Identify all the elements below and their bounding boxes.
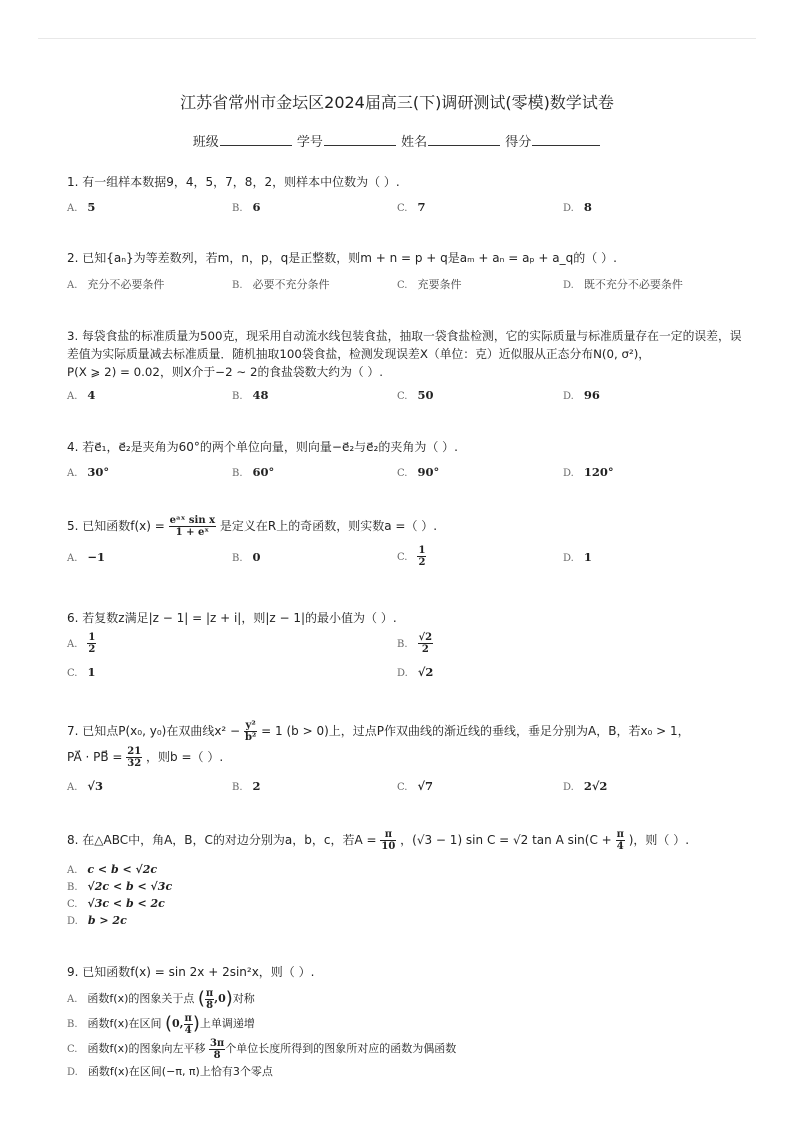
option-label: B. (397, 639, 408, 650)
fraction-numerator: π (616, 829, 624, 840)
question-5-prefix: 5. 已知函数f(x) = (67, 519, 165, 533)
option-value: 0 (252, 550, 261, 564)
option-label: A. (67, 468, 78, 479)
question-5-suffix: 是定义在R上的奇函数，则实数a =（ ）. (219, 519, 438, 533)
q9-option-c[interactable] (67, 1037, 456, 1062)
left-paren: ( (197, 988, 205, 1009)
id-blank[interactable] (324, 133, 396, 146)
fraction-denominator: 8 (213, 1049, 221, 1061)
question-8-fraction-1 (380, 829, 396, 852)
fraction-numerator: π (184, 1012, 192, 1024)
question-8-text: )，则（ ）. (628, 833, 690, 847)
q6-option-c[interactable] (67, 665, 96, 679)
fraction-denominator: 2 (418, 557, 426, 568)
q2-option-b[interactable] (232, 276, 330, 292)
option-value: 1 (87, 665, 96, 679)
q4-option-c[interactable] (397, 465, 439, 479)
option-value: 既不充分不必要条件 (583, 278, 683, 291)
option-value: −1 (87, 550, 106, 564)
option-label: A. (67, 865, 78, 876)
question-7-line-2 (67, 744, 754, 770)
fraction-denominator: 8 (206, 999, 214, 1011)
question-8 (67, 828, 754, 852)
q3-option-a[interactable] (67, 388, 95, 402)
fraction-numerator: π (205, 987, 214, 999)
option-label: D. (563, 782, 574, 793)
question-3-line-3: P(X ⩾ 2) = 0.02，则X介于−2 ∼ 2的食盐袋数大约为（ ）. (67, 365, 383, 379)
option-value: 充要条件 (417, 278, 462, 291)
question-7-text: 7. 已知点P(x₀, y₀)在双曲线x² − (67, 724, 241, 738)
option-value: √3c < b < 2c (87, 897, 165, 910)
option-label: C. (397, 280, 408, 291)
fraction-denominator: 32 (127, 758, 142, 769)
option-label: D. (563, 553, 574, 564)
q3-option-b[interactable] (232, 388, 269, 402)
option-label: D. (563, 203, 574, 214)
option-label: D. (563, 468, 574, 479)
fraction-numerator: 1 (88, 632, 96, 643)
option-label: D. (563, 280, 574, 291)
option-label: C. (397, 468, 408, 479)
score-label: 得分 (505, 135, 532, 150)
q5-option-b[interactable] (232, 550, 261, 564)
question-4-stem: 4. 若e⃗₁，e⃗₂是夹角为60°的两个单位向量，则向量−e⃗₂与e⃗₂的夹角为（ ）. (67, 440, 458, 454)
question-8-fraction-2 (616, 829, 625, 852)
option-label: B. (67, 1019, 78, 1030)
question-5 (67, 514, 754, 538)
option-value: 60° (252, 465, 275, 479)
option-label: C. (67, 1044, 78, 1055)
option-value: 必要不充分条件 (252, 278, 330, 291)
option-label: B. (232, 203, 243, 214)
option-label: A. (67, 782, 78, 793)
option-label: C. (397, 391, 408, 402)
option-label: B. (232, 468, 243, 479)
q5-option-d[interactable] (563, 550, 592, 564)
question-7-fraction-2 (126, 746, 142, 769)
q1-option-c[interactable] (397, 200, 426, 214)
option-value: 6 (252, 200, 261, 214)
option-value: c < b < √2c (87, 863, 158, 876)
q3-option-c[interactable] (397, 388, 434, 402)
option-label: B. (232, 391, 243, 402)
option-label: C. (397, 552, 408, 563)
q9-option-b[interactable] (67, 1012, 255, 1037)
question-9 (67, 964, 754, 980)
option-text: 对称 (232, 992, 255, 1005)
question-8-text: ，(√3 − 1) sin C = √2 tan A sin(C + (400, 833, 612, 847)
question-7-text: PA⃗ · PB⃗ = (67, 750, 123, 764)
q1-option-a[interactable] (67, 200, 95, 214)
option-value: 7 (417, 200, 426, 214)
question-2 (67, 250, 754, 266)
fraction-denominator: 1 + eˣ (175, 527, 210, 538)
option-value: 5 (87, 200, 96, 214)
option-fraction (87, 632, 96, 655)
q3-option-d[interactable] (563, 388, 600, 402)
q9-option-d[interactable] (67, 1064, 273, 1080)
q7-option-c[interactable] (397, 779, 433, 793)
q2-option-c[interactable] (397, 276, 461, 292)
option-fraction (418, 632, 434, 655)
question-3-line-1: 3. 每袋食盐的标准质量为500克，现采用自动流水线包装食盐，抽取一袋食盐检测，它的实际质量与标准质量存在一定的误差，误 (67, 329, 742, 343)
option-value: 2√2 (583, 779, 608, 793)
option-label: C. (397, 782, 408, 793)
option-text: 个单位长度所得到的图象所对应的函数为偶函数 (225, 1042, 457, 1055)
q7-option-b[interactable] (232, 779, 261, 793)
option-text: 函数f(x)的图象向左平移 (87, 1042, 206, 1055)
option-label: D. (67, 1067, 78, 1078)
question-2-stem: 2. 已知{aₙ}为等差数列，若m，n，p，q是正整数，则m + n = p + q是aₘ + aₙ = aₚ + a_q的（ ）. (67, 251, 617, 265)
option-text: 函数f(x)在区间(−π, π)上恰有3个零点 (87, 1065, 273, 1078)
question-9-stem: 9. 已知函数f(x) = sin 2x + 2sin²x，则（ ）. (67, 965, 315, 979)
question-5-fraction (169, 515, 216, 538)
question-1 (67, 174, 754, 190)
option-text: 函数f(x)在区间 (87, 1017, 162, 1030)
fraction-denominator: 2 (421, 644, 429, 655)
option-fraction (209, 1038, 225, 1061)
question-7-line-1 (67, 718, 754, 744)
option-label: B. (232, 280, 243, 291)
option-label: A. (67, 391, 78, 402)
option-label: A. (67, 280, 78, 291)
option-label: D. (397, 668, 408, 679)
q1-option-d[interactable] (563, 200, 592, 214)
option-value: √2c < b < √3c (87, 880, 173, 893)
fraction-numerator: 3π (209, 1037, 225, 1049)
q8-option-d[interactable] (67, 913, 127, 929)
option-label: C. (67, 668, 78, 679)
student-info-line (0, 131, 794, 150)
question-3-line-2: 差值为实际质量减去标准质量．随机抽取100袋食盐，检测发现误差X（单位：克）近似服从正态分布N(0, σ²)， (67, 347, 651, 361)
option-value: 48 (252, 388, 269, 402)
score-blank[interactable] (532, 133, 600, 146)
q5-option-a[interactable] (67, 550, 105, 564)
question-1-stem: 1. 有一组样本数据9，4，5，7，8，2，则样本中位数为（ ）. (67, 175, 400, 189)
name-label: 姓名 (401, 135, 428, 150)
option-fraction (417, 545, 426, 568)
option-value: 1 (583, 550, 592, 564)
option-label: C. (67, 899, 78, 910)
page-title: 江苏省常州市金坛区2024届高三(下)调研测试(零模)数学试卷 (180, 93, 614, 112)
option-label: C. (397, 203, 408, 214)
q6-option-d[interactable] (397, 665, 433, 679)
q4-option-b[interactable] (232, 465, 274, 479)
fraction-numerator: √2 (418, 632, 433, 643)
question-7-text: = 1 (b > 0)上，过点P作双曲线的渐近线的垂线，垂足分别为A，B，若x₀ > 1， (261, 724, 690, 738)
question-8-stem (67, 828, 754, 852)
option-value: 50 (417, 388, 434, 402)
option-value: b > 2c (87, 914, 127, 927)
option-label: B. (232, 782, 243, 793)
option-value: 90° (417, 465, 440, 479)
left-paren: ( (165, 1013, 173, 1034)
option-label: A. (67, 994, 78, 1005)
option-label: A. (67, 553, 78, 564)
q5-option-c[interactable] (397, 545, 426, 568)
fraction-denominator: 4 (184, 1024, 192, 1036)
option-label: D. (563, 391, 574, 402)
question-8-text: 8. 在△ABC中，角A，B，C的对边分别为a，b，c，若A = (67, 833, 377, 847)
q1-option-b[interactable] (232, 200, 261, 214)
option-value: 4 (87, 388, 96, 402)
right-paren: ) (192, 1013, 200, 1034)
option-fraction (205, 988, 214, 1011)
question-6-stem: 6. 若复数z满足|z − 1| = |z + i|，则|z − 1|的最小值为（ ）. (67, 611, 397, 625)
name-blank[interactable] (428, 133, 500, 146)
option-text: ,0 (214, 992, 226, 1005)
option-text: 上单调递增 (199, 1017, 255, 1030)
fraction-denominator: 4 (616, 841, 624, 852)
option-value: 2 (252, 779, 261, 793)
class-label: 班级 (192, 135, 219, 150)
question-3 (67, 327, 754, 381)
option-value: 8 (583, 200, 592, 214)
question-4 (67, 439, 754, 455)
q4-option-d[interactable] (563, 465, 614, 479)
q7-option-a[interactable] (67, 779, 103, 793)
option-value: 充分不必要条件 (87, 278, 165, 291)
question-7-fraction-1 (244, 720, 257, 743)
option-text: 0, (172, 1017, 184, 1030)
fraction-numerator: 21 (127, 746, 142, 757)
option-label: A. (67, 639, 78, 650)
option-value: 30° (87, 465, 110, 479)
q6-option-b[interactable] (397, 632, 433, 655)
q8-option-c[interactable] (67, 896, 165, 912)
fraction-numerator: y² (245, 720, 256, 731)
option-value: 96 (583, 388, 600, 402)
option-text: 函数f(x)的图象关于点 (87, 992, 195, 1005)
q8-option-b[interactable] (67, 879, 172, 895)
fraction-denominator: b² (244, 732, 257, 743)
q2-option-a[interactable] (67, 276, 164, 292)
fraction-denominator: 10 (381, 841, 396, 852)
option-fraction (184, 1013, 193, 1036)
question-7-text: ，则b =（ ）. (146, 750, 224, 764)
fraction-numerator: 1 (418, 545, 426, 556)
fraction-numerator: eᵃˣ sin x (169, 515, 216, 526)
option-label: D. (67, 916, 78, 927)
q2-option-d[interactable] (563, 276, 683, 292)
right-paren: ) (225, 988, 233, 1009)
q7-option-d[interactable] (563, 779, 607, 793)
option-value: √3 (87, 779, 103, 793)
top-divider (38, 38, 756, 39)
q6-option-a[interactable] (67, 632, 96, 655)
option-label: A. (67, 203, 78, 214)
q4-option-a[interactable] (67, 465, 109, 479)
option-value: √2 (417, 665, 434, 679)
option-label: B. (232, 553, 243, 564)
option-value: 120° (583, 465, 614, 479)
id-label: 学号 (296, 135, 323, 150)
option-label: B. (67, 882, 78, 893)
q9-option-a[interactable] (67, 987, 255, 1012)
question-6 (67, 610, 754, 626)
fraction-numerator: π (380, 829, 396, 841)
question-7 (67, 718, 754, 770)
option-value: √7 (417, 779, 434, 793)
class-blank[interactable] (220, 133, 292, 146)
q8-option-a[interactable] (67, 862, 157, 878)
fraction-denominator: 2 (88, 644, 96, 655)
